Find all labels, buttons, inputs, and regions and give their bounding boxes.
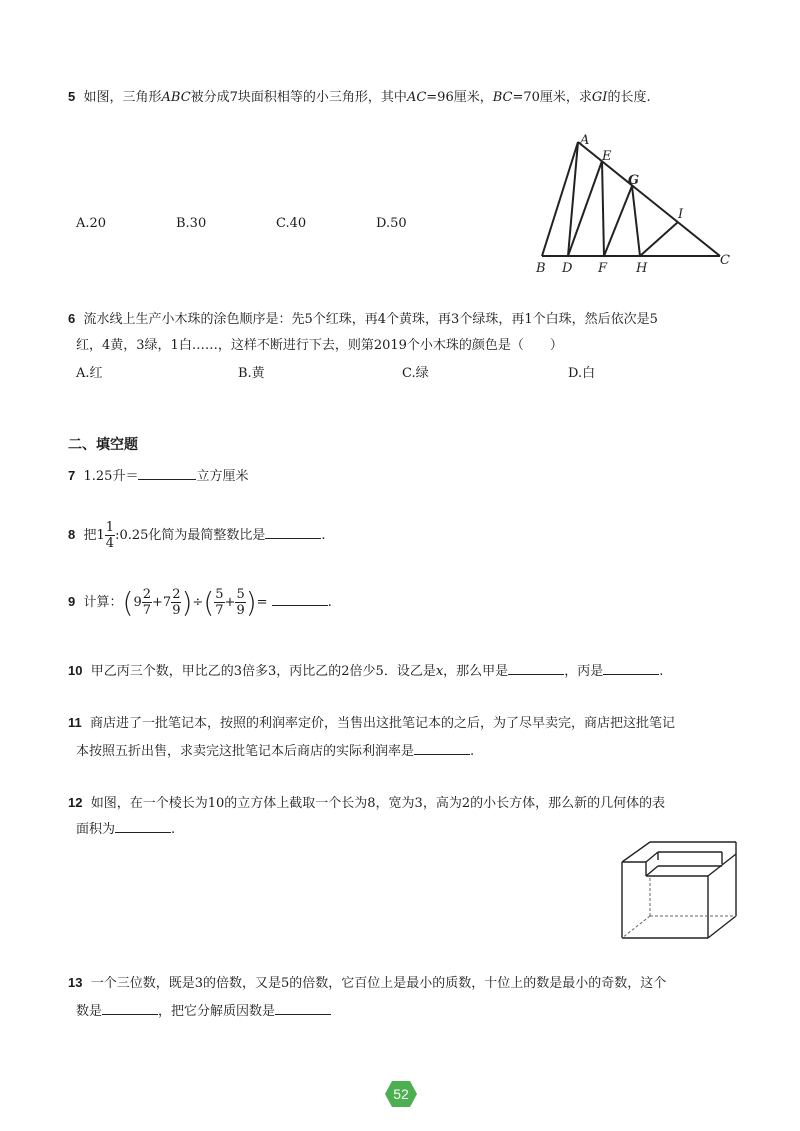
question-12-line2: 面积为 .	[76, 822, 176, 837]
segment-hi	[640, 222, 678, 256]
label-g: G	[628, 173, 640, 188]
q6-option-a[interactable]: A.红	[76, 366, 103, 381]
segment-gh	[632, 186, 640, 256]
label-i: I	[678, 207, 684, 222]
label-c: C	[720, 253, 730, 268]
q10-answer-blank-jia[interactable]	[508, 662, 564, 675]
triangle-figure	[528, 130, 738, 276]
segment-fg	[604, 186, 632, 256]
segment-ef	[602, 161, 604, 256]
question-6-line2: 红，4黄，3绿，1白……，这样不断进行下去，则第2019个小木珠的颜色是（ ）	[76, 338, 563, 353]
question-5-text: 5 如图，三角形ABC被分成7块面积相等的小三角形，其中AC=96厘米，BC=70厘米，求GI的长度.	[68, 89, 651, 105]
cube-figure	[618, 838, 742, 942]
q6-option-b[interactable]: B.黄	[238, 366, 265, 381]
q5-option-d[interactable]: D.50	[376, 216, 407, 231]
q7-answer-blank[interactable]	[138, 467, 196, 480]
q5-option-c[interactable]: C.40	[276, 216, 307, 231]
question-13-line1: 13 一个三位数，既是3的倍数，又是5的倍数，它百位上是最小的质数，十位上的数是最小的奇数，这个	[68, 975, 667, 991]
label-e: E	[602, 149, 612, 164]
q8-fraction: $\frac{1}{4}$	[105, 520, 115, 551]
question-11-line1: 11 商店进了一批笔记本，按照的利润率定价，当售出这批笔记本的之后，为了尽早卖完，商店把这批笔记	[68, 715, 676, 731]
question-11-line2: 本按照五折出售，求卖完这批笔记本后商店的实际利润率是 .	[76, 744, 475, 759]
label-a: A	[580, 133, 590, 148]
q9-answer-blank[interactable]	[272, 593, 328, 606]
side-ac	[578, 142, 720, 256]
label-b: B	[536, 261, 546, 276]
q13-answer-blank-factor[interactable]	[275, 1002, 331, 1015]
label-f: F	[598, 261, 608, 276]
section-fill-in-heading: 二、填空题	[68, 436, 138, 452]
q13-answer-blank-number[interactable]	[102, 1002, 158, 1015]
hexagon-icon	[384, 1080, 418, 1108]
q11-answer-blank[interactable]	[414, 742, 470, 755]
q8-answer-blank[interactable]	[265, 526, 321, 539]
question-8: 8 把1 $\frac{1}{4}$ :0.25化简为最简整数比是 .	[68, 520, 326, 551]
q5-option-a[interactable]: A.20	[76, 216, 107, 231]
q6-option-d[interactable]: D.白	[568, 366, 596, 381]
page-number: 52	[393, 1086, 409, 1102]
q12-answer-blank[interactable]	[115, 820, 171, 833]
question-10: 10 甲乙丙三个数，甲比乙的3倍多3，丙比乙的2倍少5．设乙是x，那么甲是 ，丙是 .	[68, 663, 664, 679]
question-12-line1: 12 如图，在一个棱长为10的立方体上截取一个长为8，宽为3，高为2的小长方体，那么新的几何体的表	[68, 795, 666, 811]
label-h: H	[636, 261, 648, 276]
q10-answer-blank-bing[interactable]	[603, 662, 659, 675]
question-9: 9 计算：(9 $\frac{2}{7}$ +7 $\frac{2}{9}$ )÷( $\frac{5}{7}$ + $\frac{5}{9}$ )= .	[68, 586, 332, 619]
question-13-line2: 数是 ，把它分解质因数是	[76, 1000, 331, 1019]
label-d: D	[562, 261, 573, 276]
question-6-line1: 6 流水线上生产小木珠的涂色顺序是：先5个红珠，再4个黄珠，再3个绿珠，再1个白珠，然后依次是5	[68, 311, 658, 327]
page-number-badge	[384, 1080, 418, 1108]
question-7: 7 1.25升＝ 立方厘米	[68, 468, 249, 484]
q6-option-c[interactable]: C.绿	[402, 366, 429, 381]
q5-option-b[interactable]: B.30	[176, 216, 207, 231]
